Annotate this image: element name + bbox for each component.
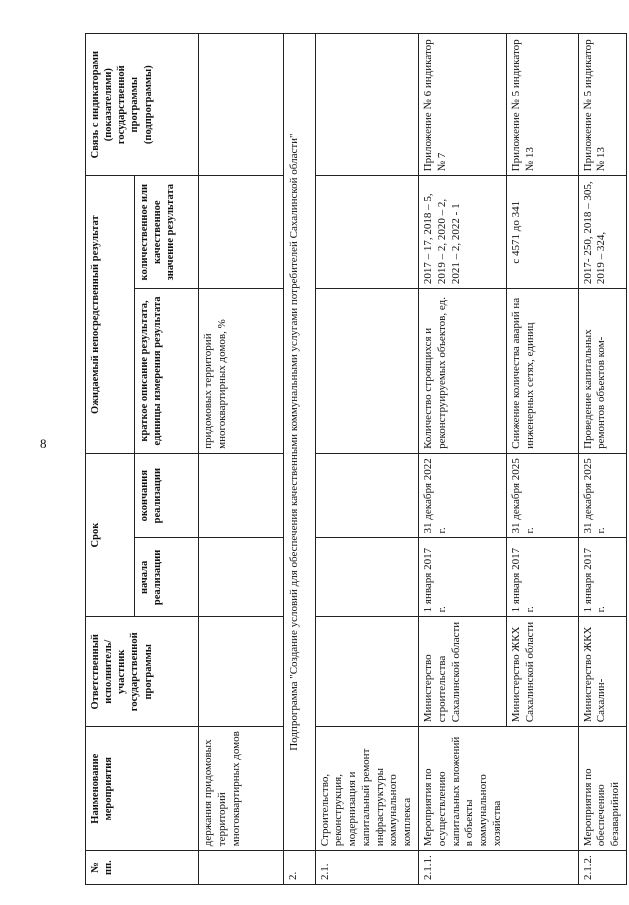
subprogram-row <box>283 34 315 885</box>
cell-value: с 4571 до 341 <box>507 176 578 289</box>
cell-start <box>199 538 283 617</box>
table-row <box>199 34 283 885</box>
header-term: Срок <box>86 453 135 616</box>
header-name: Наименование мероприятия <box>86 727 199 851</box>
subprogram-num: 2. <box>283 851 315 885</box>
cell-link: Приложение № 6 индикатор № 7 <box>419 34 507 176</box>
header-result-desc: краткое описание результата, единицы измерения результата <box>135 289 199 454</box>
cell-desc: Количество строящихся и реконструируемых объектов, ед. <box>419 289 507 454</box>
cell-value <box>315 176 419 289</box>
cell-start: 1 января 2017 г. <box>419 538 507 617</box>
cell-link <box>199 34 283 176</box>
cell-end: 31 декабря 2025 г. <box>578 453 626 538</box>
cell-end <box>315 453 419 538</box>
cell-num <box>199 851 283 885</box>
cell-link <box>315 34 419 176</box>
cell-num: 2.1.1. <box>419 851 578 885</box>
cell-start <box>315 538 419 617</box>
cell-link: Приложение № 5 индикатор № 13 <box>507 34 578 176</box>
cell-responsible: Министерство ЖКХ Сахалинской области <box>507 617 578 727</box>
cell-num: 2.1. <box>315 851 419 885</box>
cell-value: 2017 – 17, 2018 – 5, 2019 – 2, 2020 – 2, 2021 – 2, 2022 - 1 <box>419 176 507 289</box>
rotated-document <box>85 33 627 885</box>
page-number: 8 <box>40 436 47 451</box>
cell-end <box>199 453 283 538</box>
subprogram-title: Подпрограмма "Создание условий для обеспечения качественными коммунальными услугами потребителей Сахалинской области" <box>283 34 315 851</box>
table-row <box>315 34 419 885</box>
cell-responsible: Министерство ЖКХ Сахалин- <box>578 617 626 727</box>
measures-table <box>85 33 627 885</box>
cell-start: 1 января 2017 г. <box>507 538 578 617</box>
cell-link: Приложение № 5 индикатор № 13 <box>578 34 626 176</box>
header-num: № пп. <box>86 851 199 885</box>
cell-name: Мероприятия по обеспечению безаварийной <box>578 727 626 851</box>
cell-end: 31 декабря 2025 г. <box>507 453 578 538</box>
table-row <box>578 34 626 885</box>
header-result-value: количественное или качественное значение результата <box>135 176 199 289</box>
cell-responsible: Министерство строительства Сахалинской области <box>419 617 507 727</box>
cell-desc: Проведение капитальных ремонтов объектов ком- <box>578 289 626 454</box>
cell-responsible <box>315 617 419 727</box>
cell-name: Мероприятия по осуществлению капитальных вложений в объекты коммунального хозяйства <box>419 727 578 851</box>
header-result: Ожидаемый непосредственный результат <box>86 176 135 454</box>
table-row <box>419 34 507 885</box>
cell-desc <box>315 289 419 454</box>
cell-desc: Снижение количества аварий на инженерных сетях, единиц <box>507 289 578 454</box>
header-term-end: окончания реализации <box>135 453 199 538</box>
cell-responsible <box>199 617 283 727</box>
cell-value: 2017- 250, 2018 – 305, 2019 – 324, <box>578 176 626 289</box>
cell-value <box>199 176 283 289</box>
header-responsible: Ответственный исполнитель/участник государственной программы <box>86 617 199 727</box>
cell-desc: придомовых территорий многоквартирных домов, % <box>199 289 283 454</box>
header-link: Связь с индикаторами (показателями) государственной программы (подпрограммы) <box>86 34 199 176</box>
cell-name: Строительство, реконструкция, модернизация и капитальный ремонт инфраструктуры коммунального комплекса <box>315 727 419 851</box>
cell-end: 31 декабря 2022 г. <box>419 453 507 538</box>
header-term-start: начала реализации <box>135 538 199 617</box>
header-row <box>86 34 135 885</box>
cell-num: 2.1.2. <box>578 851 626 885</box>
cell-start: 1 января 2017 г. <box>578 538 626 617</box>
cell-name: держания придомовых территорий многоквартирных домов <box>199 727 283 851</box>
